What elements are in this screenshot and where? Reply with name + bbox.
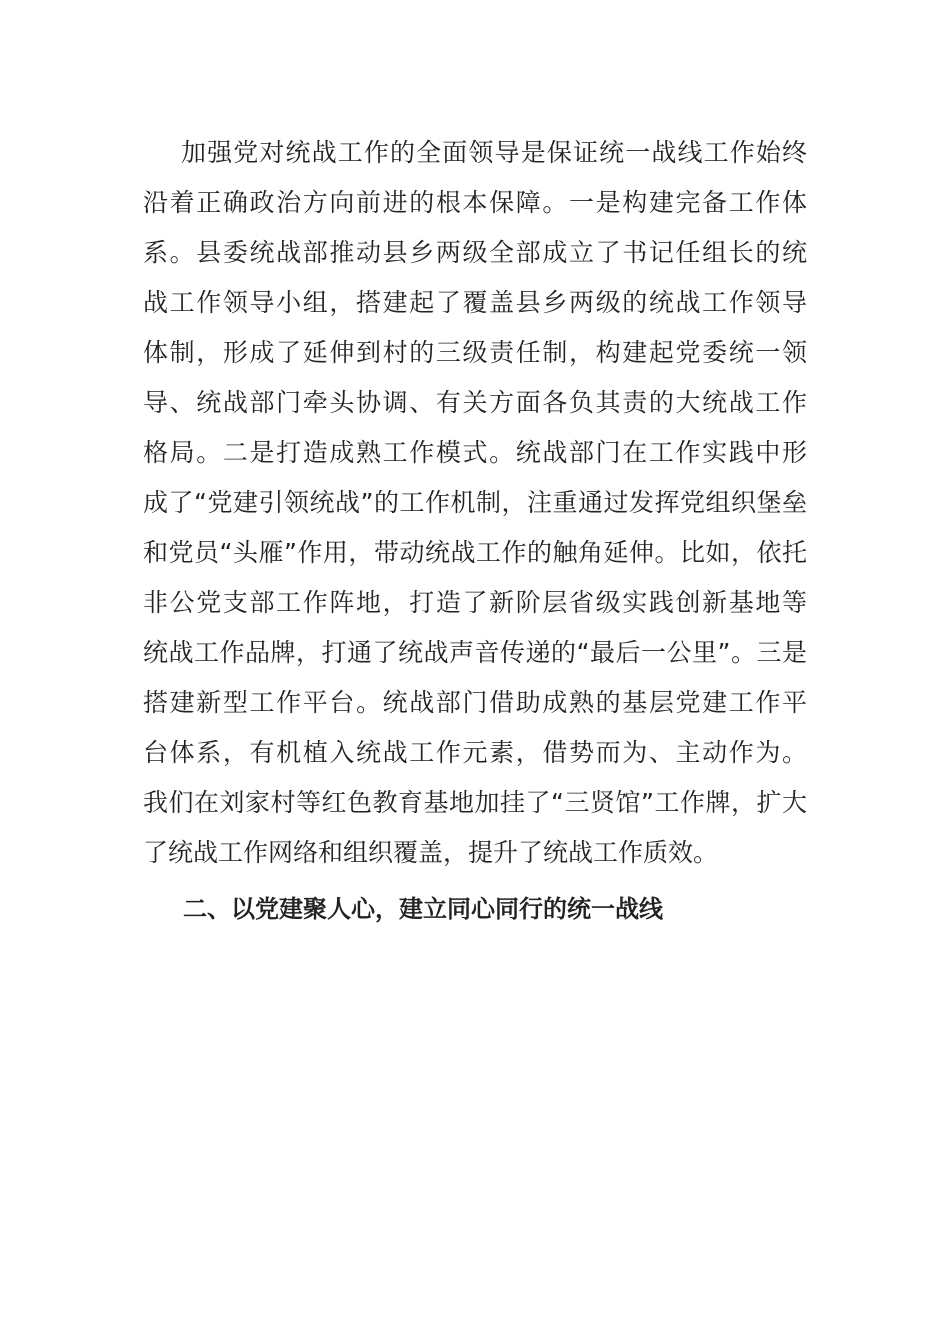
- document-body: [143, 128, 807, 934]
- paragraph-line: 导、统战部门牵头协调、有关方面各负其责的大统战工作: [143, 388, 807, 417]
- paragraph-line: 和党员“头雁”作用，带动统战工作的触角延伸。比如，依托: [143, 538, 807, 567]
- paragraph-line: 格局。二是打造成熟工作模式。统战部门在工作实践中形: [143, 438, 807, 467]
- section-heading: 二、以党建聚人心，建立同心同行的统一战线: [183, 895, 663, 923]
- paragraph-line: 系。县委统战部推动县乡两级全部成立了书记任组长的统: [143, 238, 807, 267]
- paragraph-line: 体制，形成了延伸到村的三级责任制，构建起党委统一领: [143, 338, 807, 367]
- paragraph-line: 战工作领导小组，搭建起了覆盖县乡两级的统战工作领导: [143, 288, 807, 317]
- paragraph-line: 统战工作品牌，打通了统战声音传递的“最后一公里”。三是: [143, 638, 807, 667]
- paragraph-line: 成了“党建引领统战”的工作机制，注重通过发挥党组织堡垒: [143, 488, 807, 517]
- paragraph-line: 了统战工作网络和组织覆盖，提升了统战工作质效。: [143, 838, 719, 867]
- body-paragraph: [143, 128, 807, 878]
- paragraph-line: 加强党对统战工作的全面领导是保证统一战线工作始终: [181, 138, 807, 167]
- paragraph-line: 台体系，有机植入统战工作元素，借势而为、主动作为。: [143, 738, 807, 767]
- paragraph-line: 搭建新型工作平台。统战部门借助成熟的基层党建工作平: [143, 688, 807, 717]
- paragraph-line: 非公党支部工作阵地，打造了新阶层省级实践创新基地等: [143, 588, 807, 617]
- paragraph-line: 沿着正确政治方向前进的根本保障。一是构建完备工作体: [143, 188, 807, 217]
- paragraph-line: 我们在刘家村等红色教育基地加挂了“三贤馆”工作牌，扩大: [143, 788, 807, 817]
